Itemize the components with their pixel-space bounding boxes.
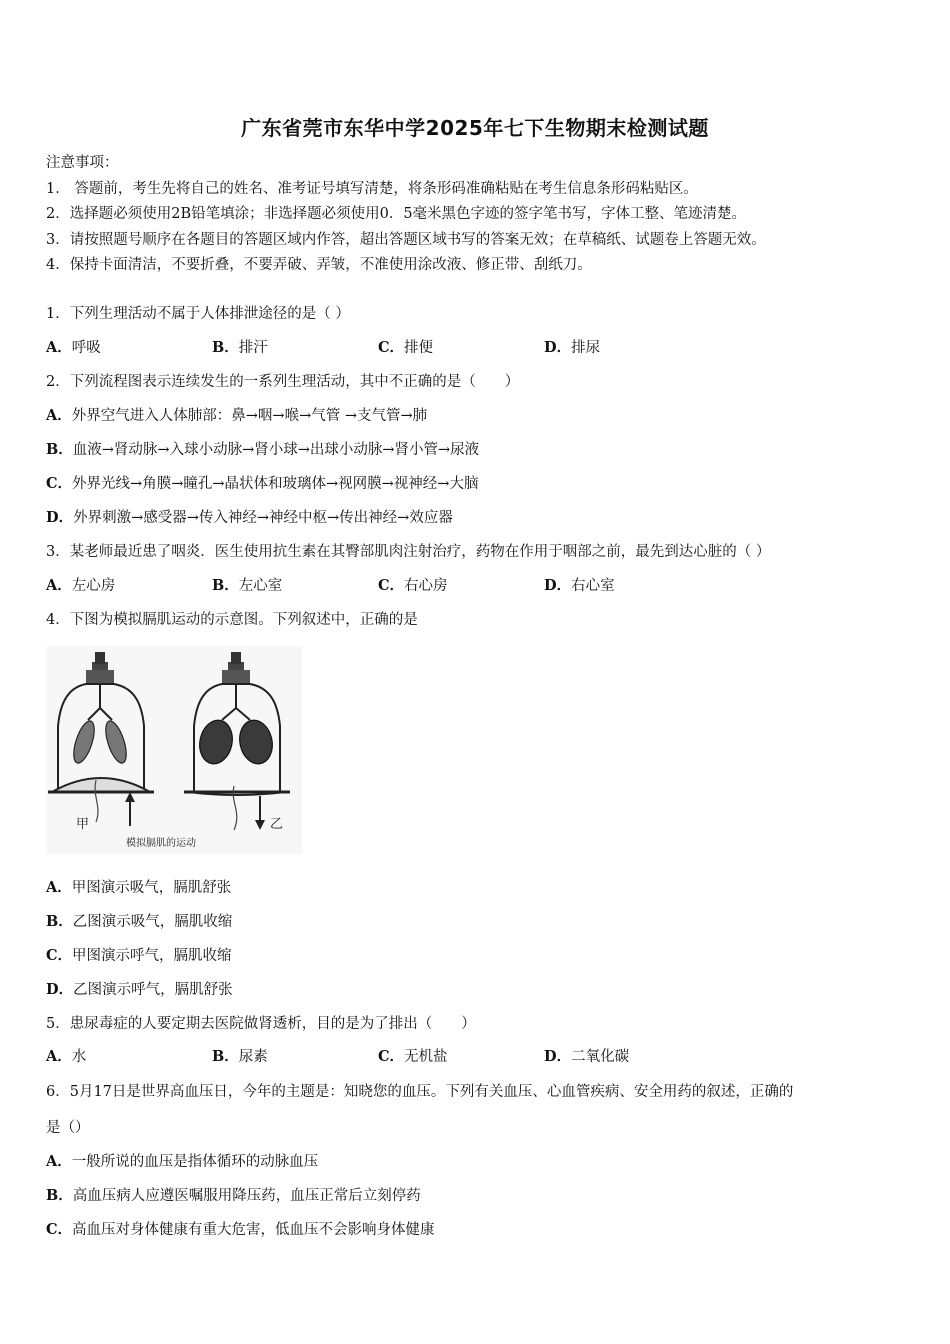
tube-top <box>95 652 105 664</box>
notice-item: 2．选择题必须使用2B铅笔填涂；非选择题必须使用0．5毫米黑色字迹的签字笔书写，字体工整、笔迹清楚。 <box>46 206 747 222</box>
option-a[interactable]: A．外界空气进入人体肺部：鼻→咽→喉→气管 →支气管→肺 <box>46 407 428 424</box>
question-5-stem: 5．患尿毒症的人要定期去医院做肾透析，目的是为了排出（ ） <box>46 1016 476 1032</box>
label-jia: 甲 <box>76 817 90 832</box>
tube-top <box>231 652 241 664</box>
option-d[interactable]: D．乙图演示呼气，膈肌舒张 <box>46 981 233 998</box>
option-b[interactable]: B．左心室 <box>212 577 283 594</box>
question-6-stem: 6．5月17日是世界高血压日，今年的主题是：知晓您的血压。下列有关血压、心血管疾病、安全用药的叙述，正确的 <box>46 1084 794 1100</box>
question-2-stem: 2．下列流程图表示连续发生的一系列生理活动，其中不正确的是（ ） <box>46 374 520 390</box>
option-a[interactable]: A．甲图演示吸气，膈肌舒张 <box>46 879 232 896</box>
option-d[interactable]: D．右心室 <box>544 577 615 594</box>
option-b[interactable]: B．乙图演示吸气，膈肌收缩 <box>46 913 233 930</box>
figure-caption: 模拟膈肌的运动 <box>126 838 196 849</box>
option-c[interactable]: C．无机盐 <box>378 1048 448 1065</box>
option-b[interactable]: B．尿素 <box>212 1048 268 1065</box>
question-1-options <box>46 336 710 357</box>
option-c[interactable]: C．高血压对身体健康有重大危害，低血压不会影响身体健康 <box>46 1221 435 1238</box>
option-c[interactable]: C．甲图演示呼气，膈肌收缩 <box>46 947 232 964</box>
question-4-stem: 4．下图为模拟膈肌运动的示意图。下列叙述中，正确的是 <box>46 612 418 628</box>
option-a[interactable]: A．呼吸 <box>46 339 101 356</box>
option-b[interactable]: B．高血压病人应遵医嘱服用降压药，血压正常后立刻停药 <box>46 1187 421 1204</box>
question-3-stem: 3．某老师最近患了咽炎．医生使用抗生素在其臀部肌肉注射治疗，药物在作用于咽部之前，最先到达心脏的（ ） <box>46 544 771 560</box>
option-c[interactable]: C．外界光线→角膜→瞳孔→晶状体和玻璃体→视网膜→视神经→大脑 <box>46 475 479 492</box>
question-1-stem: 1．下列生理活动不属于人体排泄途径的是（ ） <box>46 306 350 322</box>
notice-item: 4．保持卡面清洁，不要折叠，不要弄破、弄皱，不准使用涂改液、修正带、刮纸刀。 <box>46 257 592 273</box>
stopper <box>86 670 114 684</box>
option-c[interactable]: C．排便 <box>378 339 434 356</box>
option-a[interactable]: A．左心房 <box>46 577 116 594</box>
stopper <box>222 670 250 684</box>
option-a[interactable]: A．一般所说的血压是指体循环的动脉血压 <box>46 1153 319 1170</box>
option-a[interactable]: A．水 <box>46 1048 87 1065</box>
question-6-stem-cont: 是（） <box>46 1120 90 1136</box>
page-title: 广东省莞市东华中学2025年七下生物期末检测试题 <box>241 116 709 140</box>
label-yi: 乙 <box>270 817 284 832</box>
question-3-options <box>46 574 710 595</box>
diaphragm-model-figure <box>46 646 302 854</box>
option-d[interactable]: D．二氧化碳 <box>544 1048 630 1065</box>
notice-heading: 注意事项： <box>46 155 119 171</box>
option-c[interactable]: C．右心房 <box>378 577 448 594</box>
notice-item: 1． 答题前，考生先将自己的姓名、准考证号填写清楚，将条形码准确粘贴在考生信息条形码粘贴区。 <box>46 181 698 197</box>
question-5-options <box>46 1045 710 1066</box>
option-d[interactable]: D．排尿 <box>544 339 601 356</box>
option-b[interactable]: B．排汗 <box>212 339 268 356</box>
option-d[interactable]: D．外界刺激→感受器→传入神经→神经中枢→传出神经→效应器 <box>46 509 453 526</box>
option-b[interactable]: B．血液→肾动脉→入球小动脉→肾小球→出球小动脉→肾小管→尿液 <box>46 441 480 458</box>
notice-item: 3．请按照题号顺序在各题目的答题区域内作答，超出答题区域书写的答案无效；在草稿纸、试题卷上答题无效。 <box>46 232 766 248</box>
